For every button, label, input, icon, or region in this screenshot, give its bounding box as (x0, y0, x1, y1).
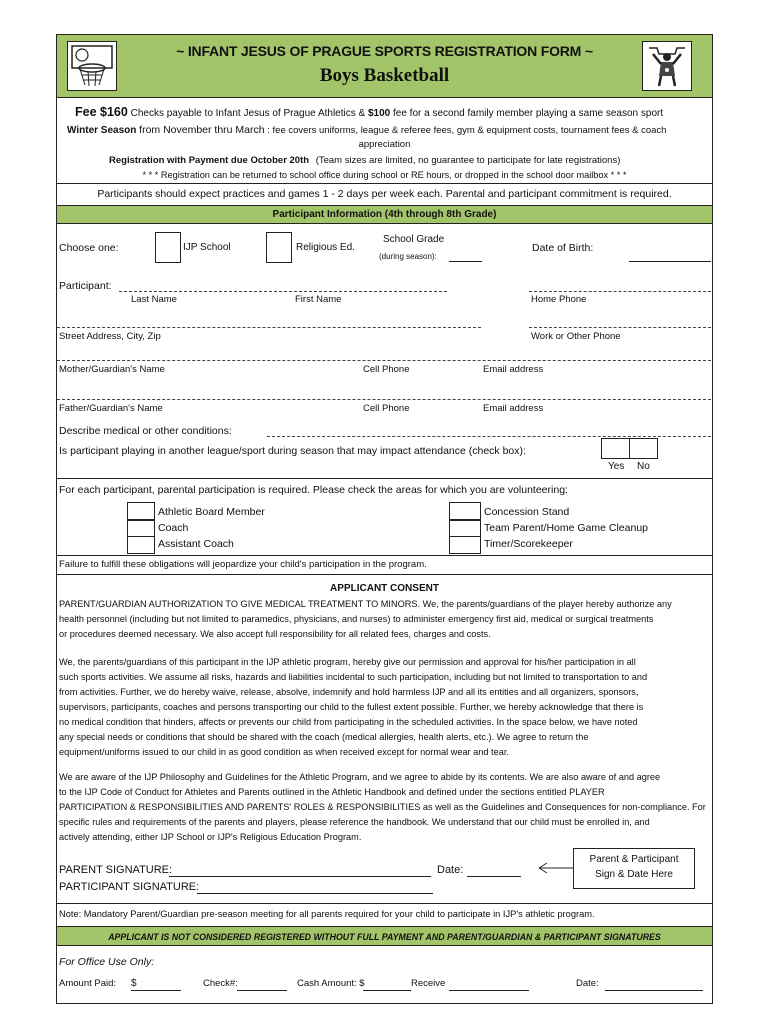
consent-paragraph-3 (59, 770, 711, 845)
cash-amount-label: Cash Amount: $ (297, 978, 365, 989)
work-phone-label: Work or Other Phone (531, 331, 621, 342)
consent-p2-line: supervisors, participants, coaches and persons transporting our child to the fullest extent possible. Further, we hereby acknowledge that there is (59, 702, 644, 712)
yes-label: Yes (608, 461, 625, 472)
work-phone-line[interactable] (529, 327, 711, 328)
ijp-school-label: IJP School (183, 242, 231, 253)
parent-signature-line[interactable] (169, 876, 431, 877)
amount-paid-dollar: $ (131, 978, 137, 989)
dob-label: Date of Birth: (532, 242, 594, 254)
callout-line-1: Parent & Participant (589, 854, 679, 865)
not-registered-text: APPLICANT IS NOT CONSIDERED REGISTERED WITHOUT FULL PAYMENT AND PARENT/GUARDIAN & PARTICIPANT SIGNATURES (108, 932, 661, 942)
other-league-no-checkbox[interactable] (629, 438, 658, 459)
coach-label: Coach (158, 522, 189, 534)
consent-p2-line: any special needs or conditions that should be shared with the coach (medical allergies, health alerts, etc.). We agree to return the (59, 732, 589, 742)
season-text: from November thru March (139, 124, 265, 136)
season-line (67, 124, 666, 137)
home-phone-line[interactable] (529, 291, 711, 292)
callout-line-2: Sign & Date Here (595, 869, 673, 880)
divider (57, 555, 712, 556)
volunteer-intro: For each participant, parental participation is required. Please check the areas for which you are volunteering: (59, 484, 568, 496)
basketball-player-icon (642, 41, 692, 91)
practice-note: Participants should expect practices and games 1 - 2 days per week each. Parental and participant commitment is required. (97, 188, 672, 200)
fee-second: $100 (367, 108, 391, 119)
received-line[interactable] (449, 990, 529, 991)
team-parent-label: Team Parent/Home Game Cleanup (484, 522, 648, 534)
grade-label: School Grade (383, 234, 445, 245)
no-label: No (637, 461, 650, 472)
choose-label: Choose one: (59, 242, 119, 254)
signature-date-line[interactable] (467, 876, 521, 877)
form-subtitle: Boys Basketball (319, 65, 450, 86)
grade-input-line[interactable] (449, 261, 482, 262)
fee-line (75, 106, 663, 120)
participant-label: Participant: (59, 280, 112, 292)
religious-ed-checkbox[interactable] (266, 232, 292, 263)
check-line[interactable] (237, 990, 287, 991)
consent-p3-line: to the IJP Code of Conduct for Athletes and Parents outlined in the Athletic Handbook and defined under the sections entitled PLAYER (59, 787, 605, 797)
fee-text-2: fee for a second family member playing a same season sport (390, 108, 664, 119)
received-label: Receive (411, 978, 446, 989)
deadline-label: Registration with Payment due October 20th (109, 155, 310, 166)
other-league-label: Is participant playing in another league/sport during season that may impact attendance (check box): (59, 445, 526, 457)
deadline-line (109, 155, 620, 167)
father-cell-label: Cell Phone (363, 403, 410, 414)
medical-label: Describe medical or other conditions: (59, 425, 232, 437)
athletic-board-label: Athletic Board Member (158, 506, 265, 518)
consent-p1-line: health personnel (including but not limited to paramedics, physicians, and nurses) to administer emergency first aid, medical or surgical treatments (59, 614, 654, 624)
timer-scorekeeper-checkbox[interactable] (449, 536, 481, 554)
office-use-title: For Office Use Only: (59, 956, 155, 968)
ijp-school-checkbox[interactable] (155, 232, 181, 263)
mother-name-label: Mother/Guardian's Name (59, 364, 165, 375)
participant-signature-label: PARTICIPANT SIGNATURE: (59, 881, 200, 893)
consent-p3-line: actively attending, either IJP School or IJP's Religious Education Program. (59, 832, 362, 842)
mother-email-label: Email address (483, 364, 544, 375)
divider (57, 574, 712, 575)
last-name-label: Last Name (131, 294, 177, 305)
consent-p3-line: We are aware of the IJP Philosophy and Guidelines for the Athletic Program, and we agree to abide by its contents. We are also aware of and agree (59, 772, 661, 782)
divider (57, 903, 712, 904)
not-registered-band (57, 926, 712, 946)
fee-text: Checks payable to Infant Jesus of Prague Athletics & (130, 108, 368, 119)
divider (57, 478, 712, 479)
amount-paid-line[interactable] (131, 990, 181, 991)
office-date-label: Date: (576, 978, 599, 989)
medical-input-line[interactable] (267, 436, 711, 437)
deadline-text: (Team sizes are limited, no guarantee to participate for late registrations) (315, 155, 621, 166)
season-label: Winter Season (67, 125, 137, 136)
signature-date-label: Date: (437, 864, 464, 876)
consent-p2-line: no medical condition that hinders, affects or prevents our child from participating in the scheduled activities. In the space below, we have noted (59, 717, 638, 727)
form-title: ~ INFANT JESUS OF PRAGUE SPORTS REGISTRATION FORM ~ (176, 43, 593, 59)
assistant-coach-checkbox[interactable] (127, 536, 155, 554)
consent-p2-line: such sports activities. We assume all risks, hazards and liabilities incidental to such participation, including but not limited to transportation to and (59, 672, 648, 682)
dob-input-line[interactable] (629, 261, 711, 262)
consent-p2-line: We, the parents/guardians of this participant in the IJP athletic program, hereby give our permission and approval for his/her participation in all (59, 657, 636, 667)
meeting-note: Note: Mandatory Parent/Guardian pre-season meeting for all parents required for your child to participate in IJP's athletic program. (59, 909, 595, 919)
amount-paid-label: Amount Paid: (59, 978, 117, 989)
office-date-line[interactable] (605, 990, 703, 991)
other-league-yes-checkbox[interactable] (601, 438, 630, 459)
father-line[interactable] (57, 399, 711, 400)
father-email-label: Email address (483, 403, 544, 414)
volunteer-warning: Failure to fulfill these obligations will jeopardize your child's participation in the program. (59, 559, 427, 570)
basketball-hoop-icon (67, 41, 117, 91)
mother-line[interactable] (57, 360, 711, 361)
check-label: Check#: (203, 978, 238, 989)
participant-section-band (57, 205, 712, 224)
consent-p2-line: equipment/uniforms issued to our child in as good condition as when received except for normal wear and tear. (59, 747, 509, 757)
registration-form (56, 34, 713, 1004)
arrow-left-icon (535, 861, 575, 875)
address-line[interactable] (57, 327, 481, 328)
consent-p3-line: specific rules and requirements of the parents and players, please reference the handbook. We understand that our child must be enrolled in, and (59, 817, 650, 827)
mother-cell-label: Cell Phone (363, 364, 410, 375)
fee-amount: Fee $160 (75, 105, 128, 119)
season-text-2: : fee covers uniforms, league & referee fees, gym & equipment costs, tournament fees & coach (264, 125, 667, 136)
consent-paragraph-2 (59, 655, 711, 760)
assistant-coach-label: Assistant Coach (158, 538, 234, 550)
home-phone-label: Home Phone (531, 294, 587, 305)
consent-title: APPLICANT CONSENT (330, 583, 439, 594)
parent-signature-label: PARENT SIGNATURE: (59, 864, 173, 876)
consent-p1-line: or procedures deemed necessary. We also accept full responsibility for all related fees, charges and costs. (59, 629, 491, 639)
form-header (57, 35, 712, 98)
divider (57, 183, 712, 184)
first-name-label: First Name (295, 294, 342, 305)
consent-p3-line: PARTICIPATION & RESPONSIBILITIES AND PARENTS' ROLES & RESPONSIBILITIES as well as the Guidelines and Consequences for non-compliance. For (59, 802, 706, 812)
concession-stand-checkbox[interactable] (449, 502, 481, 520)
consent-p1-line: PARENT/GUARDIAN AUTHORIZATION TO GIVE MEDICAL TREATMENT TO MINORS. We, the parents/guardians of the player hereby authorize any (59, 599, 672, 609)
athletic-board-checkbox[interactable] (127, 502, 155, 520)
consent-paragraph-1 (59, 597, 711, 642)
timer-scorekeeper-label: Timer/Scorekeeper (484, 538, 573, 550)
participant-section-title: Participant Information (4th through 8th Grade) (272, 209, 497, 220)
address-label: Street Address, City, Zip (59, 331, 161, 342)
consent-p2-line: from activities. Further, we do hereby waive, release, absolve, indemnify and hold harmless IJP and all its entities and all organizers, sponsors, (59, 687, 639, 697)
season-text-3: appreciation (358, 139, 411, 150)
concession-stand-label: Concession Stand (484, 506, 570, 518)
signature-callout (573, 848, 695, 889)
return-note: * * * Registration can be returned to school office during school or RE hours, or dropped in the school door mailbox * * * (142, 170, 627, 180)
participant-name-line[interactable] (119, 291, 447, 292)
grade-sub-label: (during season): (379, 252, 437, 261)
cash-amount-line[interactable] (363, 990, 411, 991)
participant-signature-line[interactable] (197, 893, 433, 894)
religious-ed-label: Religious Ed. (296, 242, 355, 253)
father-name-label: Father/Guardian's Name (59, 403, 163, 414)
